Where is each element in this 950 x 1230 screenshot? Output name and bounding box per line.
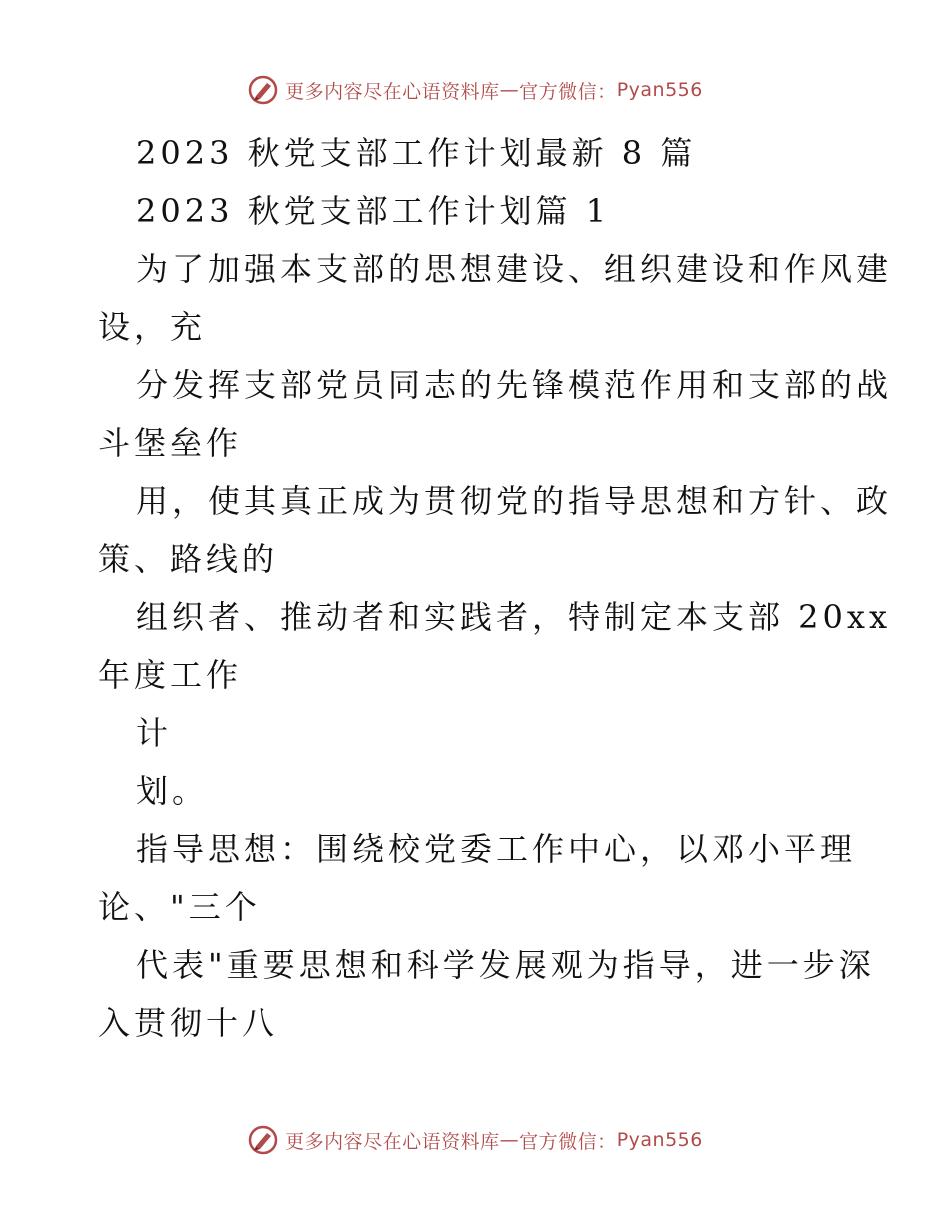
paragraph-line: 斗堡垒作 [98, 424, 243, 462]
paragraph-line: 入贯彻十八 [98, 1004, 279, 1042]
paragraph-line: 策、路线的 [98, 540, 279, 578]
pen-seal-icon [247, 74, 279, 106]
watermark-wechat-label: 官方微信： [519, 1130, 617, 1153]
paragraph-line: 指导思想：围绕校党委工作中心，以邓小平理 [136, 830, 857, 868]
watermark-brand-text: 更多内容尽在心语资料库 [285, 1130, 500, 1153]
paragraph-line: 分发挥支部党员同志的先锋模范作用和支部的战 [136, 366, 893, 404]
watermark-dash: — [499, 1129, 520, 1151]
header-watermark [0, 74, 950, 106]
paragraph-line: 为了加强本支部的思想建设、组织建设和作风建 [136, 250, 893, 288]
watermark-wechat-label: 官方微信： [519, 80, 617, 103]
watermark-dash: — [499, 79, 520, 101]
paragraph-line: 论、"三个 [98, 888, 261, 926]
paragraph-line: 设，充 [98, 308, 207, 346]
paragraph-line: 划。 [136, 772, 209, 810]
paragraph-line: 计 [136, 714, 173, 752]
footer-watermark [0, 1124, 950, 1156]
paragraph-line: 组织者、推动者和实践者，特制定本支部 20xx [136, 598, 891, 636]
section-heading: 2023 秋党支部工作计划篇 1 [136, 192, 611, 230]
paragraph-line: 用，使其真正成为贯彻党的指导思想和方针、政 [136, 482, 893, 520]
document-title: 2023 秋党支部工作计划最新 8 篇 [136, 134, 697, 172]
pen-seal-icon [247, 1124, 279, 1156]
watermark-wechat-id: Pyan556 [616, 79, 703, 101]
watermark-wechat-id: Pyan556 [616, 1129, 703, 1151]
paragraph-line: 年度工作 [98, 656, 243, 694]
paragraph-line: 代表"重要思想和科学发展观为指导，进一步深 [136, 946, 875, 984]
watermark-brand-text: 更多内容尽在心语资料库 [285, 80, 500, 103]
document-body [98, 124, 893, 1052]
